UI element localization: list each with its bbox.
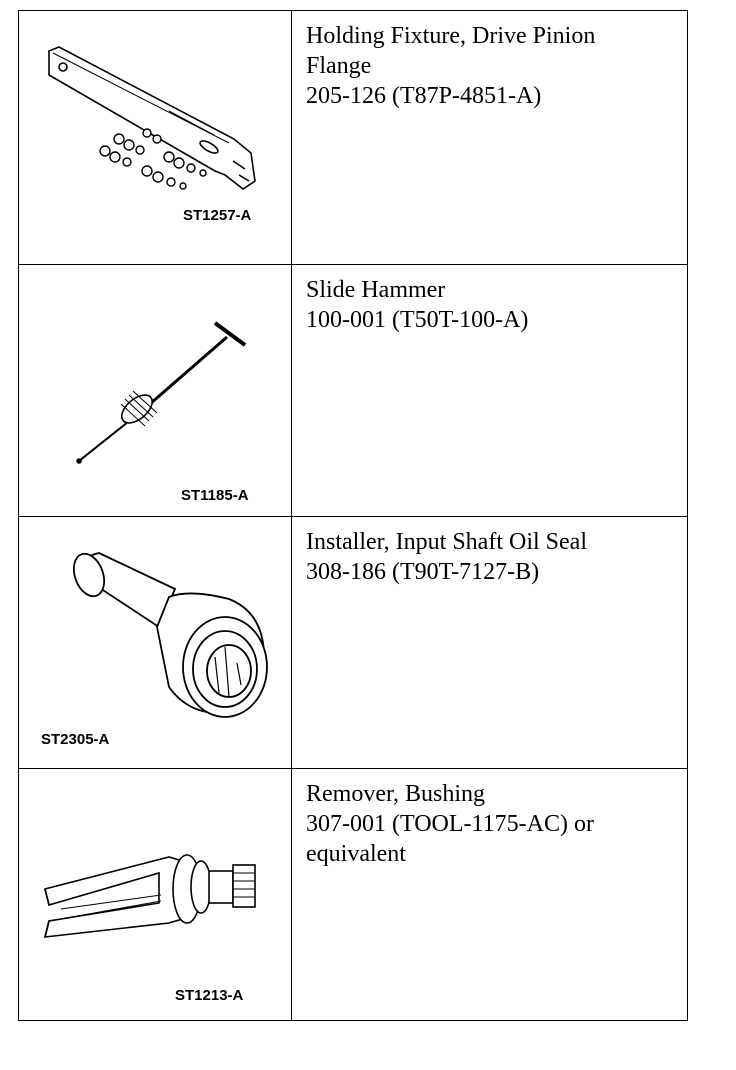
description-line: Holding Fixture, Drive Pinion — [306, 23, 596, 49]
description-line: Flange — [306, 53, 372, 79]
description-line: Installer, Input Shaft Oil Seal — [306, 529, 587, 555]
tool-description-cell — [292, 11, 688, 265]
tool-row — [19, 11, 688, 265]
description-line: Remover, Bushing — [306, 781, 486, 807]
description-line: equivalent — [306, 841, 406, 867]
description-line: 100-001 (T50T-100-A) — [306, 307, 529, 333]
part-number-label: ST1257-A — [183, 207, 252, 224]
tool-image-cell — [19, 517, 292, 769]
tool-row — [19, 517, 688, 769]
tool-description-cell — [292, 517, 688, 769]
tool-description-cell — [292, 265, 688, 517]
description-line: Slide Hammer — [306, 277, 446, 303]
description-line: 205-126 (T87P-4851-A) — [306, 83, 542, 109]
holding-fixture-icon — [19, 11, 291, 265]
special-tools-table — [18, 10, 688, 1021]
tool-image-cell — [19, 11, 292, 265]
tool-description-cell — [292, 769, 688, 1021]
description-line: 308-186 (T90T-7127-B) — [306, 559, 540, 585]
tool-image-cell — [19, 769, 292, 1021]
part-number-label: ST1185-A — [181, 487, 249, 504]
tool-row — [19, 265, 688, 517]
tool-image-cell — [19, 265, 292, 517]
part-number-label: ST2305-A — [41, 731, 110, 748]
description-line: 307-001 (TOOL-1175-AC) or — [306, 811, 594, 837]
part-number-label: ST1213-A — [175, 987, 244, 1004]
slide-hammer-icon — [19, 265, 291, 517]
tool-row — [19, 769, 688, 1021]
bushing-remover-icon — [19, 769, 291, 1021]
